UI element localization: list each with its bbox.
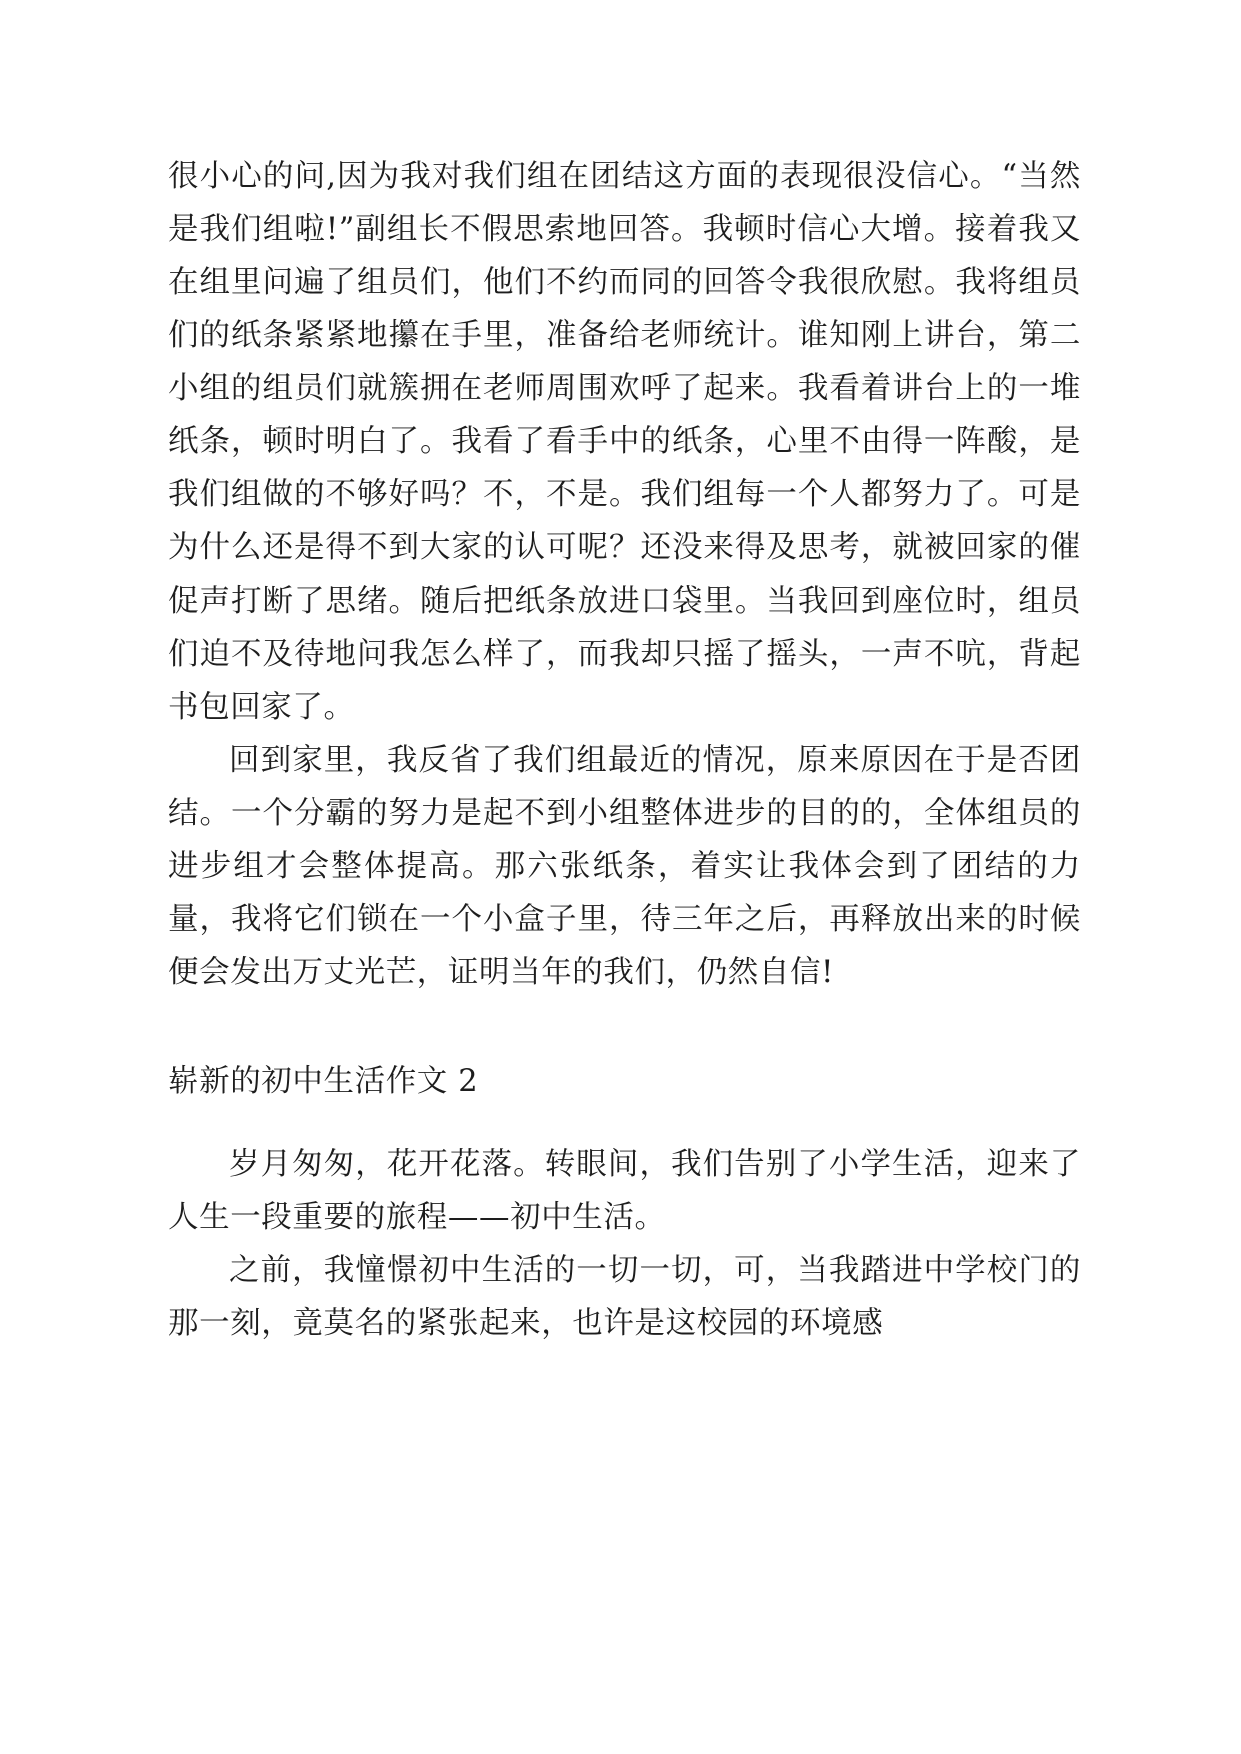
paragraph-reflection: 回到家里，我反省了我们组最近的情况，原来原因在于是否团结。一个分霸的努力是起不到小组整体进步的目的的，全体组员的进步组才会整体提高。那六张纸条，着实让我体会到了团结的力量，我将它们锁在一个小盒子里，待三年之后，再释放出来的时候便会发出万丈光芒，证明当年的我们，仍然自信!: [168, 742, 1081, 990]
paragraph-continued: 很小心的问,因为我对我们组在团结这方面的表现很没信心。“当然是我们组啦!”副组长不假思索地回答。我顿时信心大增。接着我又在组里问遍了组员们，他们不约而同的回答令我很欣慰。我将组员们的纸条紧紧地攥在手里，准备给老师统计。谁知刚上讲台，第二小组的组员们就簇拥在老师周围欢呼了起来。我看着讲台上的一堆纸条，顿时明白了。我看了看手中的纸条，心里不由得一阵酸，是我们组做的不够好吗？不，不是。我们组每一个人都努力了。可是为什么还是得不到大家的认可呢？还没来得及思考，就被回家的催促声打断了思绪。随后把纸条放进口袋里。当我回到座位时，组员们迫不及待地问我怎么样了，而我却只摇了摇头，一声不吭，背起书包回家了。: [168, 159, 1081, 725]
section-heading: 崭新的初中生活作文 2: [168, 1064, 479, 1099]
paragraph-section-1: 岁月匆匆，花开花落。转眼间，我们告别了小学生活，迎来了人生一段重要的旅程——初中生活。: [168, 1147, 1081, 1236]
paragraph-section-2: 之前，我憧憬初中生活的一切一切，可，当我踏进中学校门的那一刻，竟莫名的紧张起来，也许是这校园的环境感: [168, 1253, 1081, 1342]
document-body: [168, 150, 1081, 1350]
